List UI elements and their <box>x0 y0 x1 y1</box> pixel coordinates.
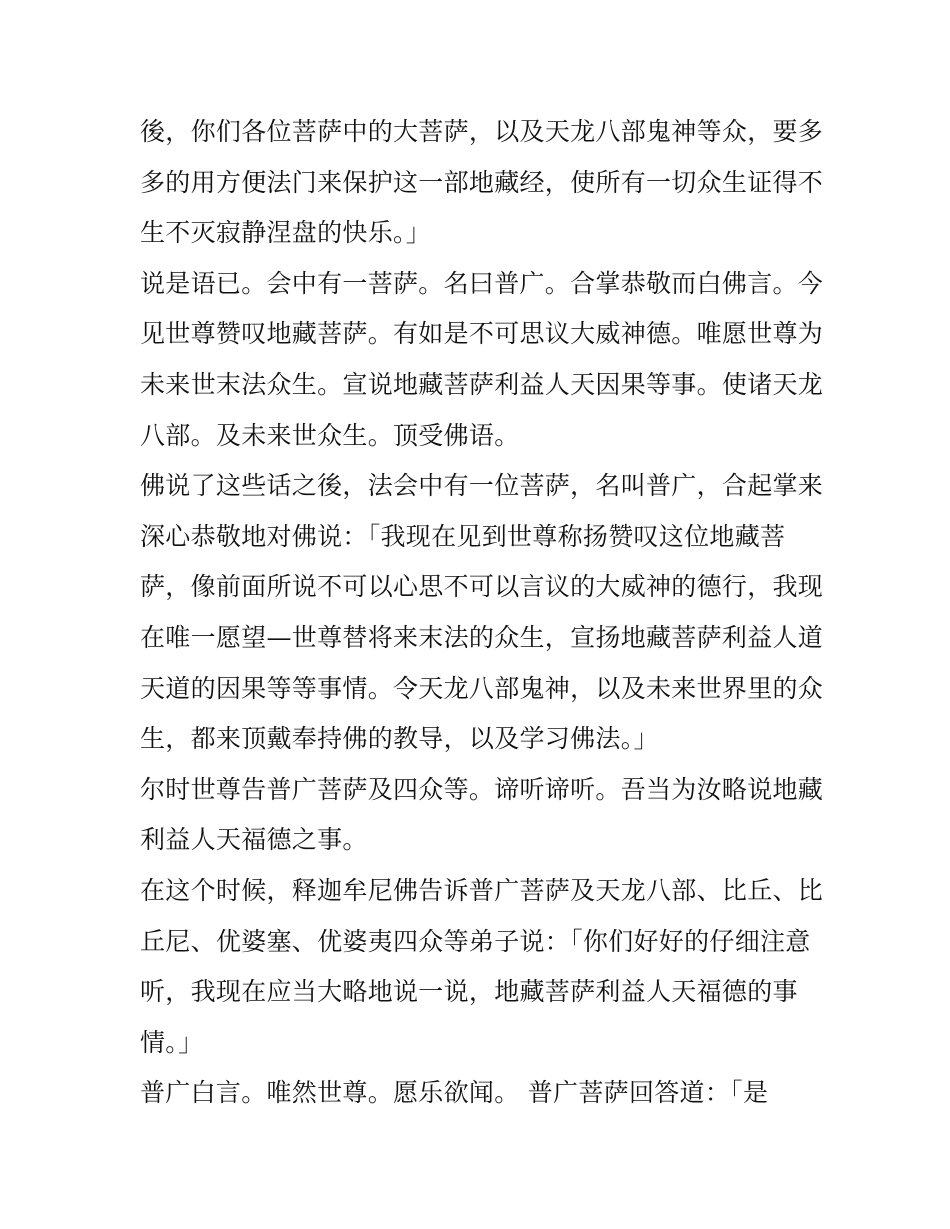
text-line: 天道的因果等等事情。令天龙八部鬼神，以及未来世界里的众 <box>140 673 824 703</box>
paragraph <box>140 765 824 866</box>
text-line: 利益人天福德之事。 <box>140 825 368 855</box>
text-line: 多的用方便法门来保护这一部地藏经，使所有一切众生证得不 <box>140 167 824 197</box>
text-line: 见世尊赞叹地藏菩萨。有如是不可思议大威神德。唯愿世尊为 <box>140 319 824 349</box>
text-line: 普广白言。唯然世尊。愿乐欲闻。 普广菩萨回答道：「是 <box>140 1078 769 1108</box>
text-line: 八部。及未来世众生。顶受佛语。 <box>140 420 520 450</box>
text-line: 萨，像前面所说不可以心思不可以言议的大威神的德行，我现 <box>140 572 824 602</box>
paragraph <box>140 1068 820 1119</box>
paragraph <box>140 107 824 259</box>
text-line: 丘尼、优婆塞、优婆夷四众等弟子说：「你们好好的仔细注意 <box>140 926 811 956</box>
paragraph <box>140 259 824 461</box>
paragraph <box>140 461 824 765</box>
text-line: 在这个时候，释迦牟尼佛告诉普广菩萨及天龙八部、比丘、比 <box>140 875 824 905</box>
body-text <box>140 107 824 1119</box>
text-line: 尔时世尊告普广菩萨及四众等。谛听谛听。吾当为汝略说地藏 <box>140 774 824 804</box>
text-line: 在唯一愿望—世尊替将来末法的众生，宣扬地藏菩萨利益人道 <box>140 622 824 652</box>
text-line: 生，都来顶戴奉持佛的教导，以及学习佛法。」 <box>140 724 659 754</box>
paragraph <box>140 866 824 1068</box>
text-line: 生不灭寂静涅盘的快乐。」 <box>140 218 432 248</box>
text-line: 深心恭敬地对佛说：「我现在见到世尊称扬赞叹这位地藏菩 <box>140 521 786 551</box>
text-line: 後，你们各位菩萨中的大菩萨，以及天龙八部鬼神等众，要多 <box>140 117 824 146</box>
text-line: 佛说了这些话之後，法会中有一位菩萨，名叫普广，合起掌来 <box>140 471 824 501</box>
text-line: 听，我现在应当大略地说一说，地藏菩萨利益人天福德的事 <box>140 977 798 1007</box>
text-line: 未来世末法众生。宣说地藏菩萨利益人天因果等事。使诸天龙 <box>140 369 824 399</box>
text-line: 情。」 <box>140 1027 204 1057</box>
text-line: 说是语已。会中有一菩萨。名曰普广。合掌恭敬而白佛言。今 <box>140 268 824 298</box>
